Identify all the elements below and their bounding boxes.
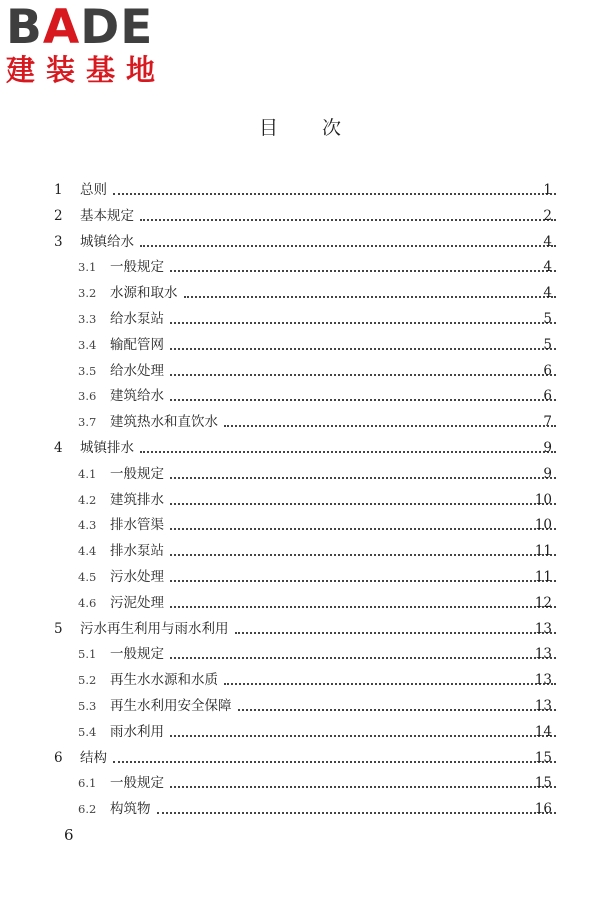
toc-entry-page: 13 [534, 646, 552, 663]
toc-entry-page: 11 [534, 543, 552, 560]
toc-entry [0, 591, 600, 615]
toc-entry-page: 12 [534, 594, 552, 611]
toc-entry-number: 5.4 [78, 724, 97, 739]
toc-dot-leader [140, 451, 556, 453]
toc-dot-leader [170, 270, 556, 272]
toc-dot-leader [140, 219, 556, 221]
toc-dot-leader [170, 503, 556, 505]
toc-entry-number: 2 [54, 207, 63, 224]
toc-entry-title: 输配管网 [110, 333, 170, 357]
toc-dot-leader [170, 735, 556, 737]
toc-entry [0, 436, 600, 460]
toc-entry [0, 333, 600, 357]
toc-entry-title: 排水泵站 [110, 539, 170, 563]
toc-entry-page: 9 [543, 440, 552, 456]
toc-entry-number: 4 [54, 440, 63, 456]
logo-wordmark: BADE [6, 0, 154, 55]
toc-entry [0, 668, 600, 692]
toc-entry-page: 11 [534, 569, 552, 585]
toc-entry [0, 255, 600, 279]
toc-entry-number: 5 [54, 620, 63, 637]
toc-dot-leader [170, 606, 556, 608]
toc-dot-leader [224, 425, 556, 427]
toc-entry-title: 污泥处理 [110, 591, 170, 615]
toc-entry-title: 污水处理 [110, 565, 170, 589]
toc-entry-title: 再生水利用安全保障 [110, 694, 238, 718]
toc-entry-title: 城镇排水 [80, 436, 140, 460]
toc-entry-number: 4.5 [78, 570, 97, 584]
toc-entry-title: 建筑给水 [110, 384, 170, 408]
toc-entry [0, 694, 600, 718]
toc-entry [0, 720, 600, 744]
toc-dot-leader [170, 528, 556, 530]
toc-entry [0, 513, 600, 537]
toc-entry-title: 给水处理 [110, 359, 170, 383]
toc-entry-title: 水源和取水 [110, 281, 184, 305]
toc-entry-number: 3.5 [78, 363, 97, 378]
toc-entry-page: 1 [543, 182, 552, 198]
toc-entry-title: 一般规定 [110, 771, 170, 795]
toc-entry-title: 污水再生利用与雨水利用 [80, 617, 235, 641]
toc-entry [0, 384, 600, 408]
toc-entry [0, 565, 600, 589]
toc-entry-number: 3.6 [78, 389, 97, 404]
toc-entry-number: 6.1 [78, 776, 97, 791]
toc-entry [0, 771, 600, 795]
toc-entry-title: 城镇给水 [80, 230, 140, 254]
toc-entry-page: 4 [543, 285, 552, 302]
toc-entry-page: 9 [543, 465, 552, 482]
toc-entry [0, 204, 600, 228]
toc-entry [0, 410, 600, 434]
toc-entry [0, 230, 600, 254]
toc-entry-page: 6 [543, 362, 552, 379]
toc-entry-number: 4.6 [78, 595, 97, 610]
toc-entry-title: 排水管渠 [110, 513, 170, 537]
toc-entry-title: 一般规定 [110, 255, 170, 279]
toc-entry-number: 3.3 [78, 312, 97, 326]
toc-entry-number: 4.4 [78, 544, 97, 559]
toc-dot-leader [184, 296, 556, 298]
logo [6, 0, 181, 87]
toc-entry [0, 359, 600, 383]
toc-entry-page: 16 [534, 801, 552, 818]
toc-entry-page: 13 [534, 620, 552, 637]
toc-entry [0, 307, 600, 331]
toc-entry-number: 4.3 [78, 518, 97, 533]
toc-entry [0, 488, 600, 512]
toc-dot-leader [170, 374, 556, 376]
toc-dot-leader [170, 657, 556, 659]
toc-dot-leader [157, 812, 556, 814]
toc-entry-title: 建筑热水和直饮水 [110, 410, 224, 434]
toc-entry [0, 797, 600, 821]
toc-entry-number: 3.2 [78, 286, 97, 301]
toc-entry-title: 再生水水源和水质 [110, 668, 224, 692]
toc-dot-leader [140, 245, 556, 247]
toc-dot-leader [235, 632, 556, 634]
page-number: 6 [64, 826, 74, 844]
toc-dot-leader [113, 193, 556, 195]
toc-entry-title: 构筑物 [110, 797, 157, 821]
toc-entry-page: 14 [534, 723, 552, 740]
toc-dot-leader [170, 554, 556, 556]
toc-dot-leader [170, 399, 556, 401]
toc-entry-page: 4 [543, 259, 552, 276]
toc-dot-leader [224, 683, 556, 685]
toc-entry-number: 6 [54, 749, 63, 766]
page-title: 目次 [258, 117, 385, 139]
toc-entry-number: 4.2 [78, 492, 97, 507]
toc-entry-page: 13 [534, 672, 552, 689]
toc-entry-title: 基本规定 [80, 204, 140, 228]
toc-dot-leader [170, 322, 556, 324]
toc-entry-page: 4 [543, 233, 552, 250]
toc-dot-leader [113, 761, 556, 763]
toc-entry-title: 一般规定 [110, 642, 170, 666]
toc-entry-title: 给水泵站 [110, 307, 170, 331]
toc-dot-leader [170, 348, 556, 350]
toc-entry-number: 6.2 [78, 802, 97, 817]
toc-entry-number: 3.4 [78, 337, 97, 352]
toc-entry-page: 15 [534, 775, 552, 792]
logo-chinese-name: 建装基地 [6, 53, 167, 87]
toc-entry-title: 结构 [80, 746, 113, 770]
toc-entry [0, 462, 600, 486]
toc-entry-number: 5.3 [78, 699, 97, 713]
toc-entry-number: 3.1 [78, 260, 97, 275]
toc-entry-page: 2 [543, 207, 552, 224]
toc-dot-leader [238, 709, 556, 711]
toc-entry [0, 642, 600, 666]
toc-entry-page: 15 [534, 749, 552, 766]
toc-entry-number: 5.2 [78, 673, 97, 688]
toc-entry-number: 3 [54, 233, 63, 250]
toc-entry-number: 4.1 [78, 466, 97, 481]
toc-entry-number: 5.1 [78, 647, 97, 662]
toc-entry [0, 539, 600, 563]
toc-entry-number: 3.7 [78, 415, 97, 430]
toc-entry-page: 10 [534, 491, 552, 508]
toc-entry-page: 5 [543, 336, 552, 353]
toc-entry [0, 178, 600, 202]
toc-entry [0, 617, 600, 641]
toc-entry-page: 6 [543, 388, 552, 405]
toc-entry-title: 总则 [80, 178, 113, 202]
toc-entry-page: 5 [543, 311, 552, 327]
toc-entry-page: 13 [534, 698, 552, 714]
toc-entry [0, 281, 600, 305]
toc-dot-leader [170, 786, 556, 788]
toc-entry-title: 雨水利用 [110, 720, 170, 744]
toc-entry-number: 1 [54, 182, 63, 198]
toc-entry-page: 10 [534, 517, 552, 534]
toc-entry [0, 746, 600, 770]
toc-entry-page: 7 [543, 414, 552, 431]
toc-entry-title: 建筑排水 [110, 488, 170, 512]
toc-entry-title: 一般规定 [110, 462, 170, 486]
toc-dot-leader [170, 477, 556, 479]
toc-dot-leader [170, 580, 556, 582]
